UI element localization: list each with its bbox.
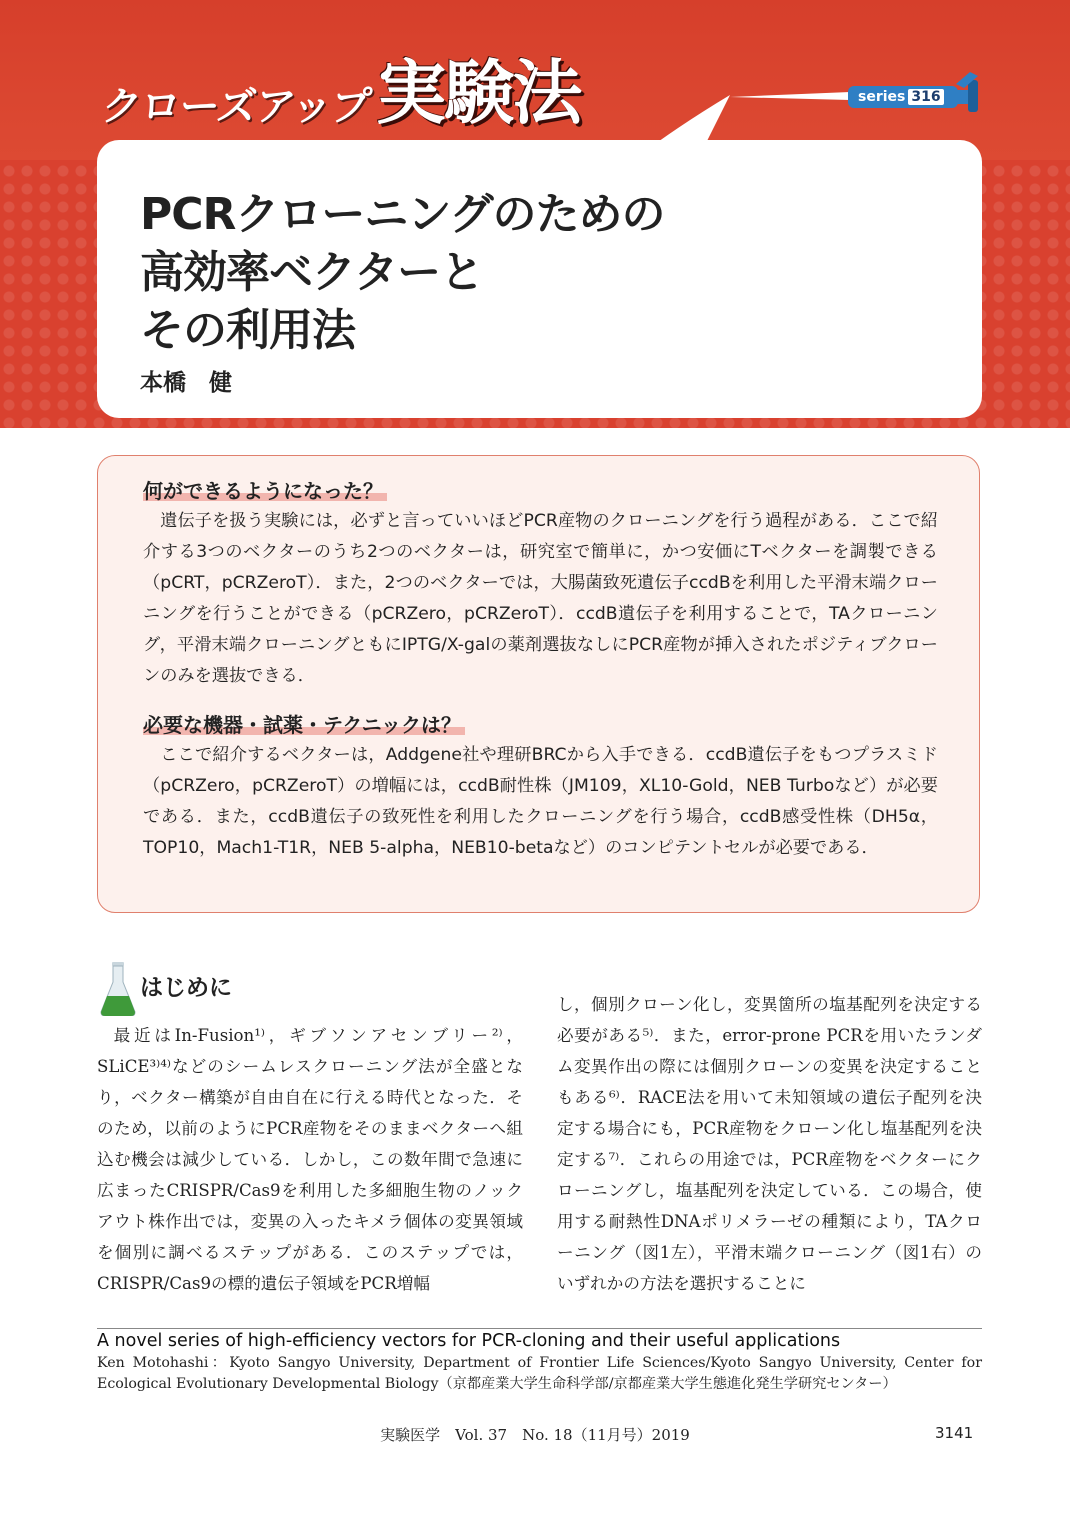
summary-heading-requirements: 必要な機器・試薬・テクニックは？ (143, 709, 465, 738)
page-number: 3141 (935, 1424, 974, 1442)
section-heading (100, 960, 232, 1016)
body-column-right (557, 989, 982, 1299)
journal-citation: 実験医学 Vol. 37 No. 18（11月号）2019 (380, 1426, 690, 1444)
author-name: 本橋 健 (140, 370, 232, 396)
flask-icon (100, 962, 136, 1016)
series-logo-small: クローズアップ (99, 84, 373, 130)
section-title: はじめに (140, 975, 232, 1001)
footer-divider (97, 1328, 982, 1329)
series-badge-label: series (858, 89, 906, 105)
english-title: A novel series of high-efficiency vectors for PCR-cloning and their useful applications (97, 1331, 841, 1351)
article-title-line-2: 高効率ベクターと (140, 247, 484, 298)
article-title-line-3: その利用法 (140, 305, 355, 356)
author-affiliation: Ken Motohashi：Kyoto Sangyo University, Department of Frontier Life Sciences/Kyoto Sangyo University, Center for Ecological Evolutionary Developmental Biology（京都産業大学生命科学部/京都産業大学生態進化発生学研究センター） (97, 1355, 982, 1392)
series-logo (99, 38, 581, 138)
series-badge (858, 86, 944, 108)
series-logo-big: 実験法 (376, 52, 581, 134)
article-title-line-1: PCRクローニングのための (140, 189, 665, 240)
body-paragraph-left: 最近はIn-Fusion¹⁾，ギブソンアセンブリー²⁾，SLiCE³⁾⁴⁾などのシームレスクローニング法が全盛となり，ベクター構築が自由自在に行える時代となった．そのため，以前のようにPCR産物をそのままベクターへ組込む機会は減少している．しかし，この数年間で急速に広まったCRISPR/Cas9を利用した多細胞生物のノックアウト株作出では，変異の入ったキメラ個体の変異領域を個別に調べるステップがある．このステップでは，CRISPR/Cas9の標的遺伝子領域をPCR増幅 (97, 1026, 523, 1293)
summary-heading-what-can: 何ができるようになった？ (143, 475, 387, 504)
body-column-left (97, 1020, 523, 1299)
summary-text-requirements: ここで紹介するベクターは，Addgene社や理研BRCから入手できる．ccdB遺伝子をもつプラスミド（pCRZero，pCRZeroT）の増幅には，ccdB耐性株（JM109，XL10-Gold，NEB Turboなど）が必要である．また，ccdB遺伝子の致死性を利用したクローニングを行う場合，ccdB感受性株（DH5α，TOP10，Mach1-T1R，NEB 5-alpha，NEB10-betaなど）のコンピテントセルが必要である． (143, 745, 938, 858)
summary-text-what-can: 遺伝子を扱う実験には，必ずと言っていいほどPCR産物のクローニングを行う過程がある．ここで紹介する3つのベクターのうち2つのベクターは，研究室で簡単に，かつ安価にTベクターを調製できる（pCRT，pCRZeroT）．また，2つのベクターでは，大腸菌致死遺伝子ccdBを利用した平滑末端クローニングを行うことができる（pCRZero，pCRZeroT）．ccdB遺伝子を利用することで，TAクローニング，平滑末端クローニングともにIPTG/X-galの薬剤選抜なしにPCR産物が挿入されたポジティブクローンのみを選抜できる． (143, 511, 938, 686)
series-badge-number: 316 (908, 89, 943, 105)
body-paragraph-right: し，個別クローン化し，変異箇所の塩基配列を決定する必要がある⁵⁾．また，error-prone PCRを用いたランダム変異作出の際には個別クローンの変異を決定することもある⁶⁾．RACE法を用いて未知領域の遺伝子配列を決定する場合にも，PCR産物をクローン化し塩基配列を決定する⁷⁾．これらの用途では，PCR産物をベクターにクローニングし，塩基配列を決定している．この場合，使用する耐熱性DNAポリメラーゼの種類により，TAクローニング（図1左），平滑末端クローニング（図1右）のいずれかの方法を選択することに (557, 995, 982, 1293)
